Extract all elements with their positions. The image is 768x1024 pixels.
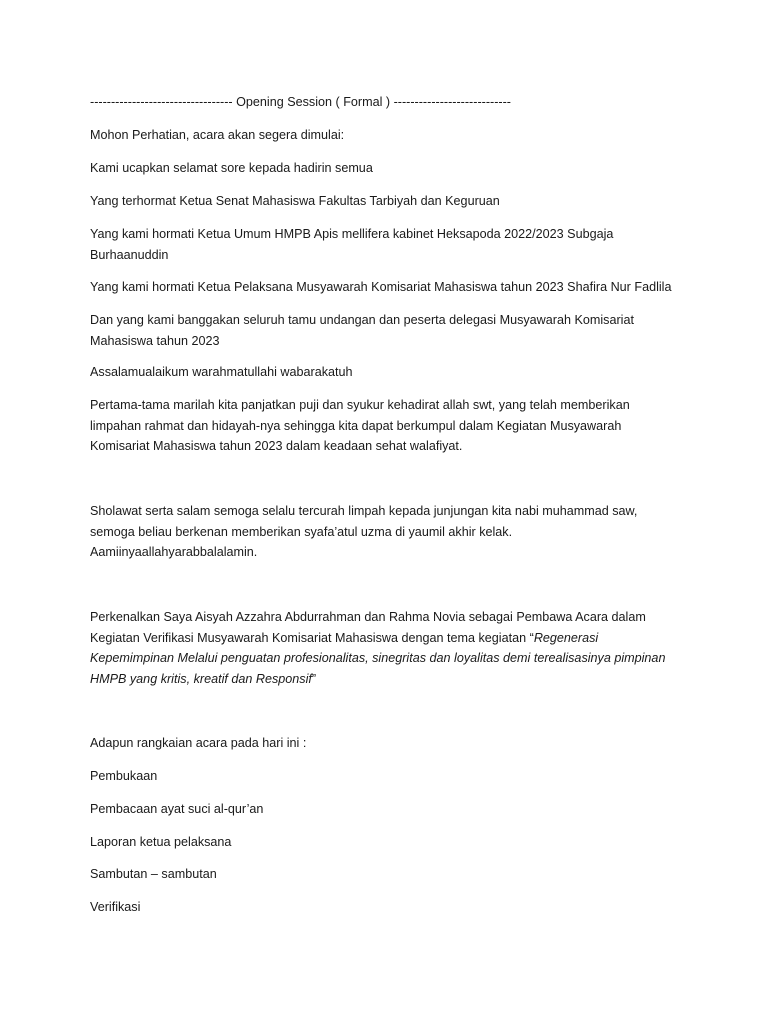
- paragraph-line: Burhaanuddin: [90, 247, 169, 262]
- agenda-item: Laporan ketua pelaksana: [90, 835, 232, 849]
- paragraph-line: Pertama-tama marilah kita panjatkan puji dan syukur kehadirat allah swt, yang telah memberikan: [90, 398, 630, 412]
- agenda-item: Sambutan – sambutan: [90, 867, 217, 881]
- honor-ketua-pelaksana-line: Yang kami hormati Ketua Pelaksana Musyawarah Komisariat Mahasiswa tahun 2023 Shafira Nur Fadlila: [90, 280, 672, 294]
- theme-text: Regenerasi: [533, 630, 599, 645]
- introduction-paragraph: [90, 607, 690, 689]
- paragraph-line: Aamiinyaallahyarabbalalamin.: [90, 545, 258, 559]
- paragraph-line: [90, 628, 690, 649]
- agenda-item: Pembacaan ayat suci al-qur’an: [90, 802, 264, 816]
- sholawat-paragraph: [90, 501, 690, 563]
- paragraph-line: limpahan rahmat dan hidayah-nya sehingga kita dapat berkumpul dalam Kegiatan Musyawarah: [90, 418, 622, 433]
- attention-line: Mohon Perhatian, acara akan segera dimulai:: [90, 128, 345, 142]
- session-heading: ---------------------------------- Opening Session ( Formal ) ----------------------------: [90, 95, 511, 109]
- opening-praise-paragraph: [90, 395, 690, 457]
- paragraph-line: Mahasiswa tahun 2023: [90, 333, 220, 348]
- paragraph-line: [90, 669, 690, 690]
- paragraph-line: Komisariat Mahasiswa tahun 2023 dalam keadaan sehat walafiyat.: [90, 439, 463, 453]
- paragraph-line: Yang kami hormati Ketua Umum HMPB Apis mellifera kabinet Heksapoda 2022/2023 Subgaja: [90, 227, 614, 241]
- agenda-item: Pembukaan: [90, 769, 158, 783]
- paragraph-line: Perkenalkan Saya Aisyah Azzahra Abdurrahman dan Rahma Novia sebagai Pembawa Acara dalam: [90, 610, 646, 624]
- honor-ketua-umum-paragraph: [90, 224, 690, 265]
- guests-paragraph: [90, 310, 690, 351]
- closing-quote: ”: [311, 671, 317, 686]
- salam-line: Assalamualaikum warahmatullahi wabarakatuh: [90, 365, 353, 379]
- paragraph-line: Dan yang kami banggakan seluruh tamu undangan dan peserta delegasi Musyawarah Komisariat: [90, 313, 634, 327]
- honor-senat-line: Yang terhormat Ketua Senat Mahasiswa Fakultas Tarbiyah dan Keguruan: [90, 194, 500, 208]
- theme-text: Kepemimpinan Melalui penguatan profesionalitas, sinegritas dan loyalitas demi terealisasinya pimpinan: [90, 651, 666, 665]
- intro-plain-text: Kegiatan Verifikasi Musyawarah Komisariat Mahasiswa dengan tema kegiatan “: [90, 630, 534, 645]
- agenda-intro: Adapun rangkaian acara pada hari ini :: [90, 736, 307, 750]
- agenda-item: Verifikasi: [90, 900, 141, 914]
- paragraph-line: semoga beliau berkenan memberikan syafa’atul uzma di yaumil akhir kelak.: [90, 524, 513, 539]
- greeting-line: Kami ucapkan selamat sore kepada hadirin semua: [90, 161, 373, 175]
- paragraph-line: Sholawat serta salam semoga selalu tercurah limpah kepada junjungan kita nabi muhammad saw,: [90, 504, 638, 518]
- theme-text: HMPB yang kritis, kreatif dan Responsif: [90, 671, 312, 686]
- paragraph-line: [90, 648, 690, 669]
